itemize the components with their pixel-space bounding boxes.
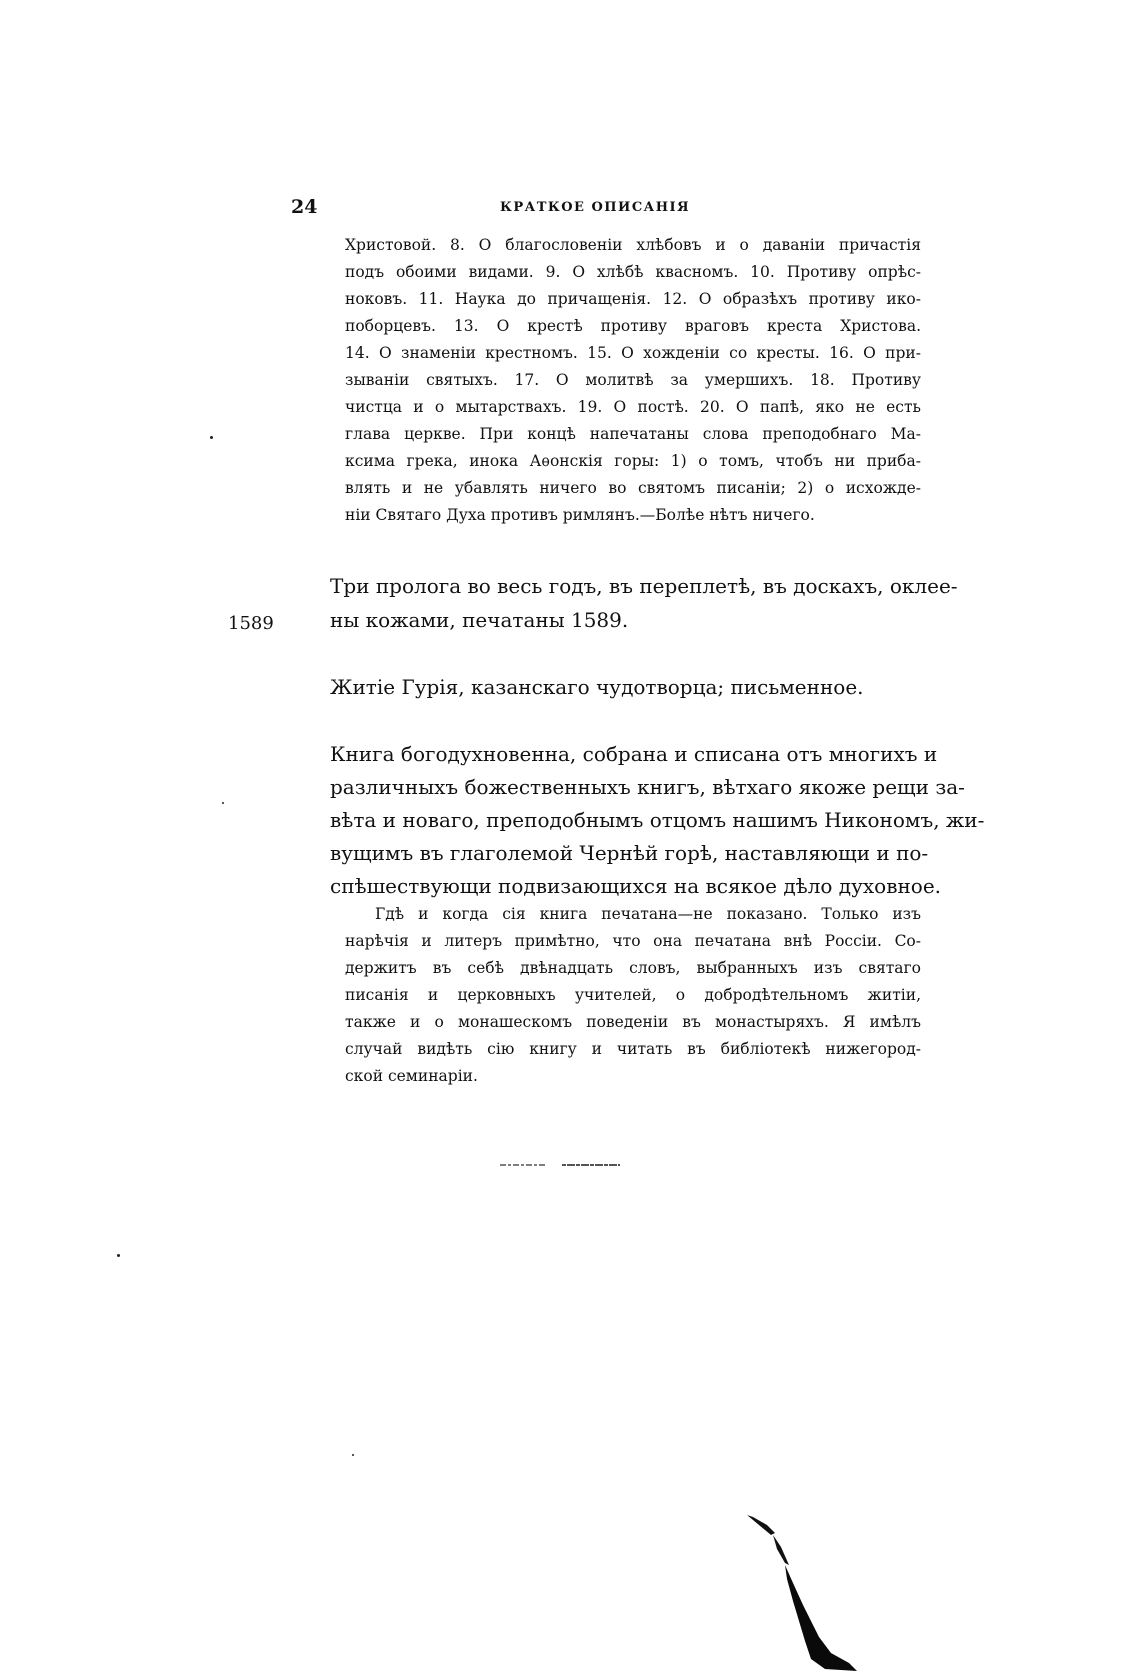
section-end-ornament — [500, 1162, 620, 1168]
entry-nikon-note-line: также и о монашескомъ поведеніи въ монастыряхъ. Я имѣлъ — [345, 1013, 921, 1031]
continuation-line: ніи Святаго Духа противъ римлянъ.—Болѣе нѣтъ ничего. — [345, 506, 815, 524]
entry-nikon-line: спѣшествующи подвизающихся на всякое дѣло духовное. — [330, 874, 942, 898]
entry-nikon-note-line: нарѣчія и литеръ примѣтно, что она печатана внѣ Россіи. Со- — [345, 932, 921, 950]
continuation-line: подъ обоими видами. 9. О хлѣбѣ квасномъ. 10. Противу опрѣс- — [345, 263, 921, 281]
print-speck — [222, 802, 224, 804]
continuation-line: ксима грека, инока Аѳонскія горы: 1) о томъ, чтобъ ни приба- — [345, 452, 921, 470]
page-number: 24 — [291, 196, 318, 218]
entry-nikon-note-line: ской семинаріи. — [345, 1067, 478, 1085]
margin-year: 1589 — [228, 613, 274, 634]
ink-smudge — [745, 1513, 865, 1673]
entry-nikon-line: вѣта и новаго, преподобнымъ отцомъ нашимъ Никономъ, жи- — [330, 808, 985, 832]
continuation-line: ноковъ. 11. Наука до причащенія. 12. О образѣхъ противу ико- — [345, 290, 921, 308]
entry-nikon-note-line: держитъ въ себѣ двѣнадцать словъ, выбранныхъ изъ святаго — [345, 959, 921, 977]
entry-nikon-line: вущимъ въ глаголемой Чернѣй горѣ, наставляющи и по- — [330, 841, 929, 865]
print-speck — [117, 1254, 120, 1257]
entry-prologue-line: Три пролога во весь годъ, въ переплетѣ, въ доскахъ, оклее- — [330, 574, 958, 598]
entry-nikon-note-line: случай видѣть сію книгу и читать въ библіотекѣ нижегород- — [345, 1040, 921, 1058]
running-title: КРАТКОЕ ОПИСАНІЯ — [500, 200, 691, 215]
entry-nikon-line: различныхъ божественныхъ книгъ, вѣтхаго якоже рещи за- — [330, 775, 965, 799]
entry-prologue-line: ны кожами, печатаны 1589. — [330, 608, 629, 632]
continuation-line: 14. О знаменіи крестномъ. 15. О хожденіи со кресты. 16. О при- — [345, 344, 921, 362]
continuation-line: Христовой. 8. О благословеніи хлѣбовъ и о даваніи причастія — [345, 236, 921, 254]
entry-nikon-line: Книга богодухновенна, собрана и списана отъ многихъ и — [330, 742, 938, 766]
continuation-line: чистца и о мытарствахъ. 19. О постѣ. 20. О папѣ, яко не есть — [345, 398, 921, 416]
entry-nikon-note-line: писанія и церковныхъ учителей, о добродѣтельномъ житіи, — [345, 986, 921, 1004]
continuation-line: поборцевъ. 13. О крестѣ противу враговъ креста Христова. — [345, 317, 921, 335]
print-speck — [352, 1454, 354, 1456]
print-speck — [210, 436, 213, 439]
entry-guriy-line: Житіе Гурія, казанскаго чудотворца; письменное. — [330, 675, 864, 699]
continuation-line: зываніи святыхъ. 17. О молитвѣ за умершихъ. 18. Противу — [345, 371, 921, 389]
continuation-line: влять и не убавлять ничего во святомъ писаніи; 2) о исхожде- — [345, 479, 921, 497]
entry-nikon-note-line: Гдѣ и когда сія книга печатана—не показано. Только изъ — [375, 905, 921, 923]
continuation-line: глава церкве. При концѣ напечатаны слова преподобнаго Ма- — [345, 425, 921, 443]
